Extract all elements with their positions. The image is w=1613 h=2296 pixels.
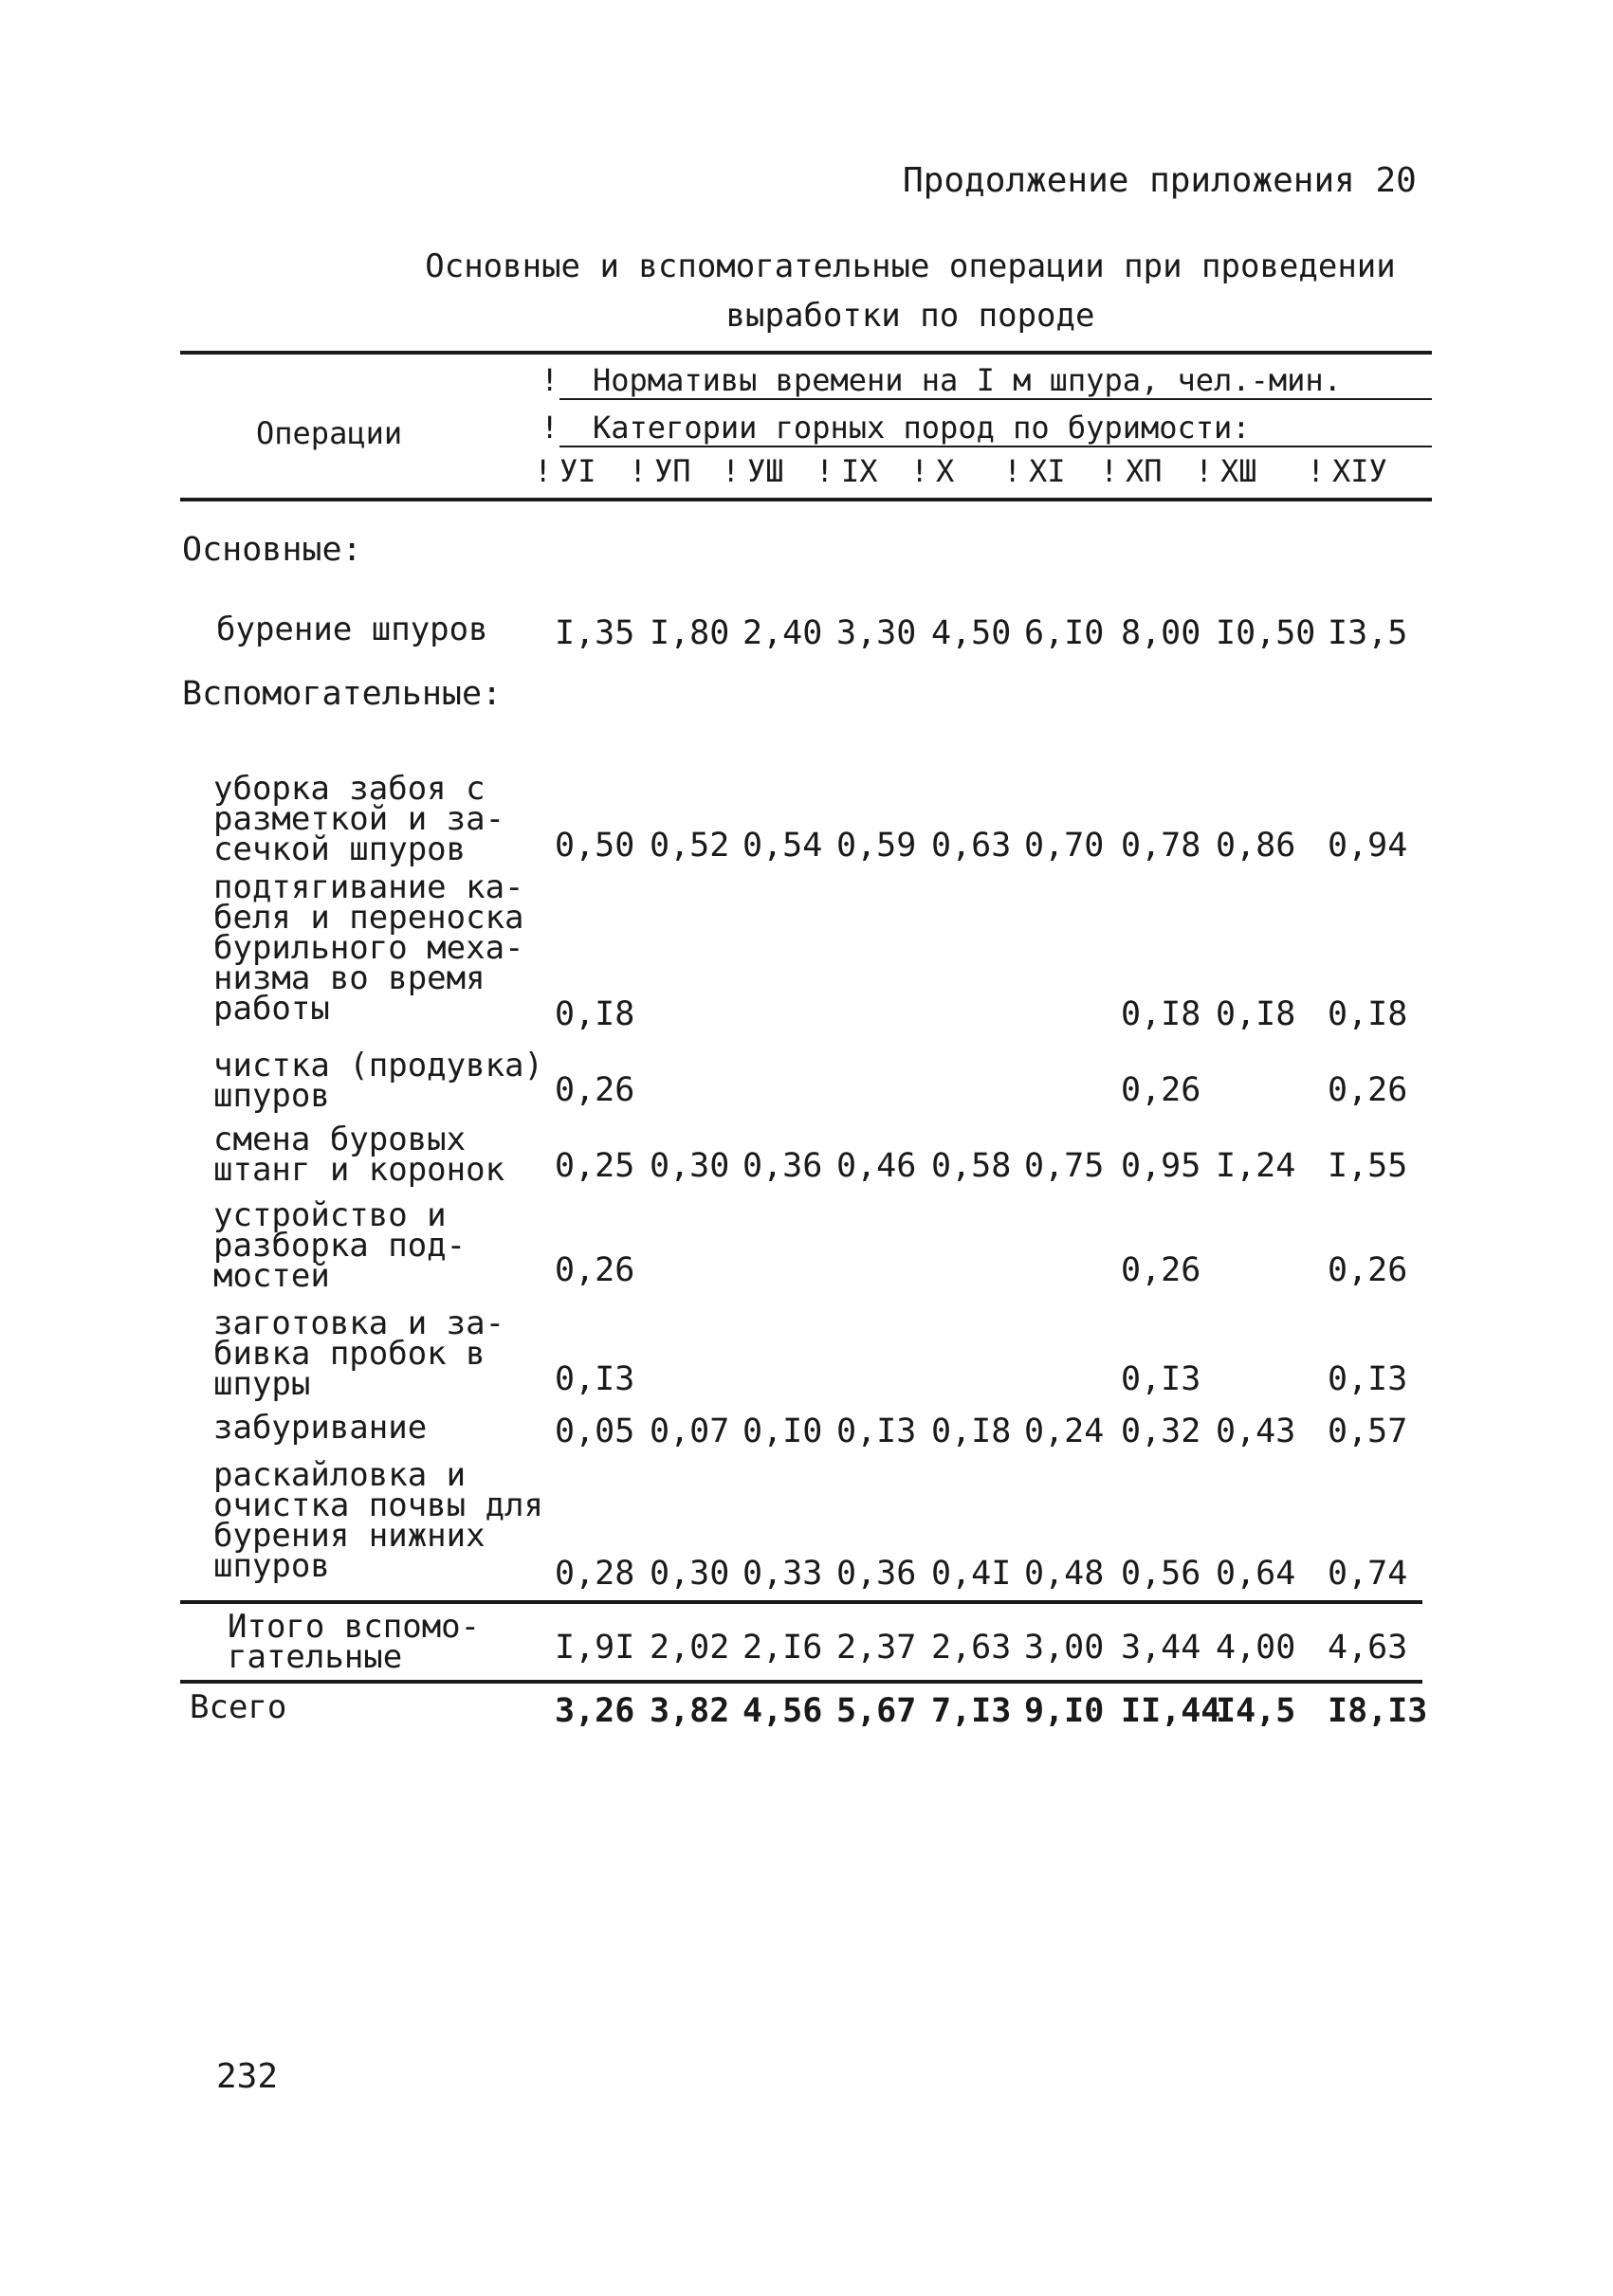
- table-cell: 0,94: [1328, 827, 1408, 865]
- category-separator: !: [1003, 453, 1022, 489]
- header-bottom-rule: [180, 498, 1432, 501]
- table-cell: 0,52: [650, 827, 730, 865]
- table-cell: 0,05: [555, 1412, 635, 1450]
- table-cell: 0,I0: [742, 1412, 823, 1450]
- table-cell: 0,26: [1121, 1251, 1201, 1289]
- table-cell: 0,86: [1216, 827, 1296, 865]
- table-cell: 2,63: [931, 1629, 1012, 1667]
- row-label: уборка забоя с разметкой и за- сечкой шпуров: [213, 770, 505, 868]
- categories-underline: [559, 446, 1432, 447]
- table-cell: 0,56: [1121, 1555, 1201, 1593]
- norms-header: Нормативы времени на I м шпура, чел.-мин.: [593, 362, 1342, 398]
- row-label: чистка (продувка) шпуров: [213, 1047, 543, 1115]
- table-cell: 2,02: [650, 1629, 730, 1667]
- table-cell: 0,4I: [931, 1555, 1012, 1593]
- table-cell: 0,48: [1024, 1555, 1105, 1593]
- row-label: устройство и разборка под- мостей: [213, 1196, 467, 1295]
- table-cell: 0,25: [555, 1147, 635, 1185]
- table-cell: 0,07: [650, 1412, 730, 1450]
- table-cell: 0,32: [1121, 1412, 1201, 1450]
- table-cell: I8,I3: [1328, 1692, 1428, 1730]
- col-operations-header: Операции: [256, 415, 403, 451]
- total-rule: [180, 1680, 1422, 1684]
- row-label: забуривание: [213, 1409, 428, 1447]
- table-cell: 2,37: [836, 1629, 917, 1667]
- table-cell: I,55: [1328, 1147, 1408, 1185]
- row-label: смена буровых штанг и коронок: [213, 1121, 505, 1189]
- category-header: XШ: [1220, 453, 1257, 489]
- table-cell: 0,95: [1121, 1147, 1201, 1185]
- table-cell: I0,50: [1216, 614, 1316, 652]
- table-cell: 3,82: [650, 1692, 730, 1730]
- title-line-1: Основные и вспомогательные операции при проведении: [425, 247, 1396, 285]
- table-cell: I,35: [555, 614, 635, 652]
- table-cell: 0,28: [555, 1555, 635, 1593]
- table-cell: 2,I6: [742, 1629, 823, 1667]
- table-cell: I,9I: [555, 1629, 635, 1667]
- category-header: IX: [841, 453, 878, 489]
- table-cell: 3,44: [1121, 1629, 1201, 1667]
- table-cell: 0,26: [1328, 1071, 1408, 1109]
- header-bang-2: !: [541, 410, 559, 446]
- table-cell: 0,I8: [1216, 995, 1296, 1033]
- table-cell: 0,54: [742, 827, 823, 865]
- page-number: 232: [216, 2057, 279, 2096]
- category-header: УП: [654, 453, 691, 489]
- table-cell: 0,26: [1121, 1071, 1201, 1109]
- row-label: заготовка и за- бивка пробок в шпуры: [213, 1304, 505, 1403]
- table-cell: 0,75: [1024, 1147, 1105, 1185]
- table-cell: 8,00: [1121, 614, 1201, 652]
- row-label: раскайловка и очистка почвы для бурения нижних шпуров: [213, 1456, 543, 1585]
- table-cell: 0,30: [650, 1555, 730, 1593]
- category-header: XI: [1029, 453, 1066, 489]
- table-cell: 0,26: [1328, 1251, 1408, 1289]
- section-aux-label: Вспомогательные:: [182, 675, 503, 713]
- table-cell: 0,57: [1328, 1412, 1408, 1450]
- table-cell: 4,56: [742, 1692, 823, 1730]
- table-cell: 3,00: [1024, 1629, 1105, 1667]
- categories-header: Категории горных пород по буримости:: [593, 410, 1251, 446]
- title-line-2: выработки по породе: [725, 297, 1095, 335]
- table-cell: 4,50: [931, 614, 1012, 652]
- norms-underline: [559, 398, 1432, 400]
- table-cell: 0,74: [1328, 1555, 1408, 1593]
- category-header: УШ: [747, 453, 784, 489]
- table-cell: 0,26: [555, 1071, 635, 1109]
- table-cell: 3,26: [555, 1692, 635, 1730]
- table-cell: 0,70: [1024, 827, 1105, 865]
- table-cell: 6,I0: [1024, 614, 1105, 652]
- category-header: XIУ: [1332, 453, 1387, 489]
- table-cell: 0,I3: [1121, 1360, 1201, 1398]
- document-title: [360, 242, 1460, 340]
- table-cell: 0,24: [1024, 1412, 1105, 1450]
- table-cell: 0,43: [1216, 1412, 1296, 1450]
- table-cell: I,80: [650, 614, 730, 652]
- header-bang-1: !: [541, 362, 559, 398]
- table-cell: 0,36: [742, 1147, 823, 1185]
- subtotal-rule: [180, 1600, 1422, 1604]
- table-cell: 3,30: [836, 614, 917, 652]
- category-separator: !: [1100, 453, 1119, 489]
- category-separator: !: [1307, 453, 1326, 489]
- table-cell: 0,50: [555, 827, 635, 865]
- category-header: XП: [1126, 453, 1163, 489]
- table-cell: 0,I8: [1121, 995, 1201, 1033]
- category-separator: !: [816, 453, 834, 489]
- table-cell: 7,I3: [931, 1692, 1012, 1730]
- section-main-label: Основные:: [182, 531, 362, 569]
- category-header: X: [936, 453, 955, 489]
- category-separator: !: [629, 453, 648, 489]
- table-cell: 0,64: [1216, 1555, 1296, 1593]
- table-cell: 0,59: [836, 827, 917, 865]
- table-cell: 5,67: [836, 1692, 917, 1730]
- table-top-rule: [180, 351, 1432, 355]
- table-cell: I4,5: [1216, 1692, 1296, 1730]
- table-cell: 0,26: [555, 1251, 635, 1289]
- table-cell: 0,I3: [1328, 1360, 1408, 1398]
- category-header: УI: [559, 453, 596, 489]
- table-cell: I,24: [1216, 1147, 1296, 1185]
- row-label: подтягивание ка- беля и переноска бурильного меха- низма во время работы: [213, 868, 524, 1028]
- table-cell: 0,46: [836, 1147, 917, 1185]
- table-cell: 4,00: [1216, 1629, 1296, 1667]
- appendix-note: Продолжение приложения 20: [903, 161, 1417, 200]
- table-cell: 2,40: [742, 614, 823, 652]
- table-cell: 0,I8: [555, 995, 635, 1033]
- table-cell: I3,5: [1328, 614, 1408, 652]
- table-cell: 0,I8: [1328, 995, 1408, 1033]
- category-separator: !: [1195, 453, 1214, 489]
- category-separator: !: [910, 453, 929, 489]
- table-cell: 0,58: [931, 1147, 1012, 1185]
- table-cell: 0,30: [650, 1147, 730, 1185]
- category-separator: !: [722, 453, 741, 489]
- row-label: Всего: [190, 1688, 287, 1726]
- table-cell: 0,I3: [836, 1412, 917, 1450]
- table-cell: 0,36: [836, 1555, 917, 1593]
- row-label: бурение шпуров: [216, 610, 488, 648]
- table-cell: 0,63: [931, 827, 1012, 865]
- table-cell: 0,78: [1121, 827, 1201, 865]
- category-separator: !: [534, 453, 553, 489]
- table-cell: 9,I0: [1024, 1692, 1105, 1730]
- row-label: Итого вспомо- гательные: [228, 1608, 481, 1676]
- table-cell: II,44: [1121, 1692, 1221, 1730]
- table-cell: 0,33: [742, 1555, 823, 1593]
- table-cell: 0,I3: [555, 1360, 635, 1398]
- table-cell: 0,I8: [931, 1412, 1012, 1450]
- table-cell: 4,63: [1328, 1629, 1408, 1667]
